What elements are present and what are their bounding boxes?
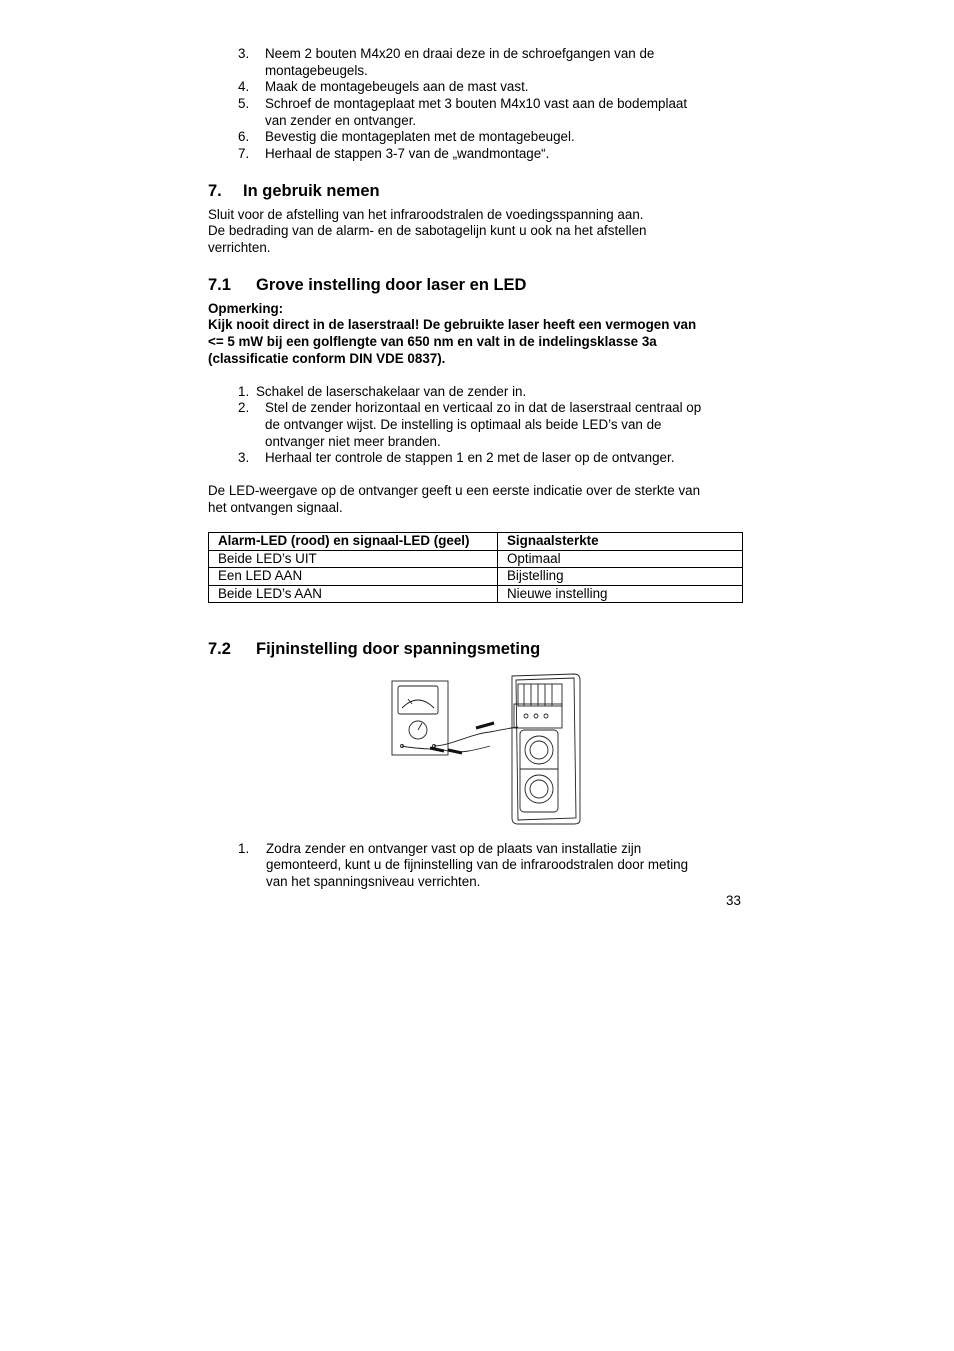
list-item-text: Neem 2 bouten M4x20 en draai deze in de schroefgangen van de bbox=[265, 46, 655, 61]
list-item-text: Zodra zender en ontvanger vast op de plaats van installatie zijn bbox=[266, 841, 642, 856]
list-item-number: 2. bbox=[238, 400, 250, 415]
list-item-number: 5. bbox=[238, 96, 250, 111]
table-row bbox=[209, 550, 743, 568]
list-item-text: montagebeugels. bbox=[265, 63, 368, 78]
note-label: Opmerking: bbox=[208, 301, 284, 316]
list-item-text: van het spanningsniveau verrichten. bbox=[266, 874, 481, 889]
list-item-number: 6. bbox=[238, 129, 250, 144]
warning-line: (classificatie conform DIN VDE 0837). bbox=[208, 351, 446, 366]
list-item-text: Herhaal ter controle de stappen 1 en 2 met de laser op de ontvanger. bbox=[265, 450, 675, 465]
paragraph-line: De bedrading van de alarm- en de sabotagelijn kunt u ook na het afstellen bbox=[208, 223, 647, 238]
table-cell: Beide LED’s UIT bbox=[209, 550, 498, 568]
paragraph-line: De LED-weergave op de ontvanger geeft u een eerste indicatie over de sterkte van bbox=[208, 483, 701, 498]
section-7-2-number: 7.2 bbox=[208, 640, 231, 658]
list-item-text: ontvanger niet meer branden. bbox=[265, 434, 441, 449]
list-item-number: 4. bbox=[238, 79, 250, 94]
table-cell: Beide LED’s AAN bbox=[209, 585, 498, 603]
led-signal-table bbox=[208, 532, 743, 603]
warning-line: Kijk nooit direct in de laserstraal! De gebruikte laser heeft een vermogen van bbox=[208, 317, 697, 332]
list-item-text: Maak de montagebeugels aan de mast vast. bbox=[265, 79, 529, 94]
section-7-1-heading: Grove instelling door laser en LED bbox=[256, 276, 527, 294]
table-header-row bbox=[209, 533, 743, 551]
warning-line: <= 5 mW bij een golflengte van 650 nm en valt in de indelingsklasse 3a bbox=[208, 334, 657, 349]
list-item-text: Schroef de montageplaat met 3 bouten M4x10 vast aan de bodemplaat bbox=[265, 96, 688, 111]
section-7-2-heading: Fijninstelling door spanningsmeting bbox=[256, 640, 541, 658]
paragraph-line: verrichten. bbox=[208, 240, 271, 255]
list-item-number: 1. bbox=[238, 841, 250, 856]
section-7-number: 7. bbox=[208, 182, 222, 200]
table-cell: Optimaal bbox=[498, 550, 743, 568]
multimeter-receiver-diagram-icon bbox=[390, 672, 582, 826]
table-header-cell: Alarm-LED (rood) en signaal-LED (geel) bbox=[209, 533, 498, 551]
list-item-number: 7. bbox=[238, 146, 250, 161]
list-item-text: Bevestig die montageplaten met de montagebeugel. bbox=[265, 129, 575, 144]
section-7-1-number: 7.1 bbox=[208, 276, 231, 294]
table-cell: Bijstelling bbox=[498, 568, 743, 586]
list-item-text: gemonteerd, kunt u de fijninstelling van de infraroodstralen door meting bbox=[266, 857, 689, 872]
table-header-cell: Signaalsterkte bbox=[498, 533, 743, 551]
table-cell: Nieuwe instelling bbox=[498, 585, 743, 603]
paragraph-line: het ontvangen signaal. bbox=[208, 500, 343, 515]
table-cell: Een LED AAN bbox=[209, 568, 498, 586]
list-item-number: 1. bbox=[238, 384, 250, 399]
list-item-text: Herhaal de stappen 3-7 van de „wandmontage“. bbox=[265, 146, 550, 161]
list-item-text: Schakel de laserschakelaar van de zender in. bbox=[256, 384, 527, 399]
table-row bbox=[209, 585, 743, 603]
page-number: 33 bbox=[726, 893, 741, 908]
paragraph-line: Sluit voor de afstelling van het infraroodstralen de voedingsspanning aan. bbox=[208, 207, 644, 222]
list-item-number: 3. bbox=[238, 450, 250, 465]
list-item-text: van zender en ontvanger. bbox=[265, 113, 417, 128]
list-item-text: de ontvanger wijst. De instelling is optimaal als beide LED’s van de bbox=[265, 417, 662, 432]
section-7-heading: In gebruik nemen bbox=[243, 182, 380, 200]
table-row bbox=[209, 568, 743, 586]
list-item-number: 3. bbox=[238, 46, 250, 61]
list-item-text: Stel de zender horizontaal en verticaal zo in dat de laserstraal centraal op bbox=[265, 400, 702, 415]
